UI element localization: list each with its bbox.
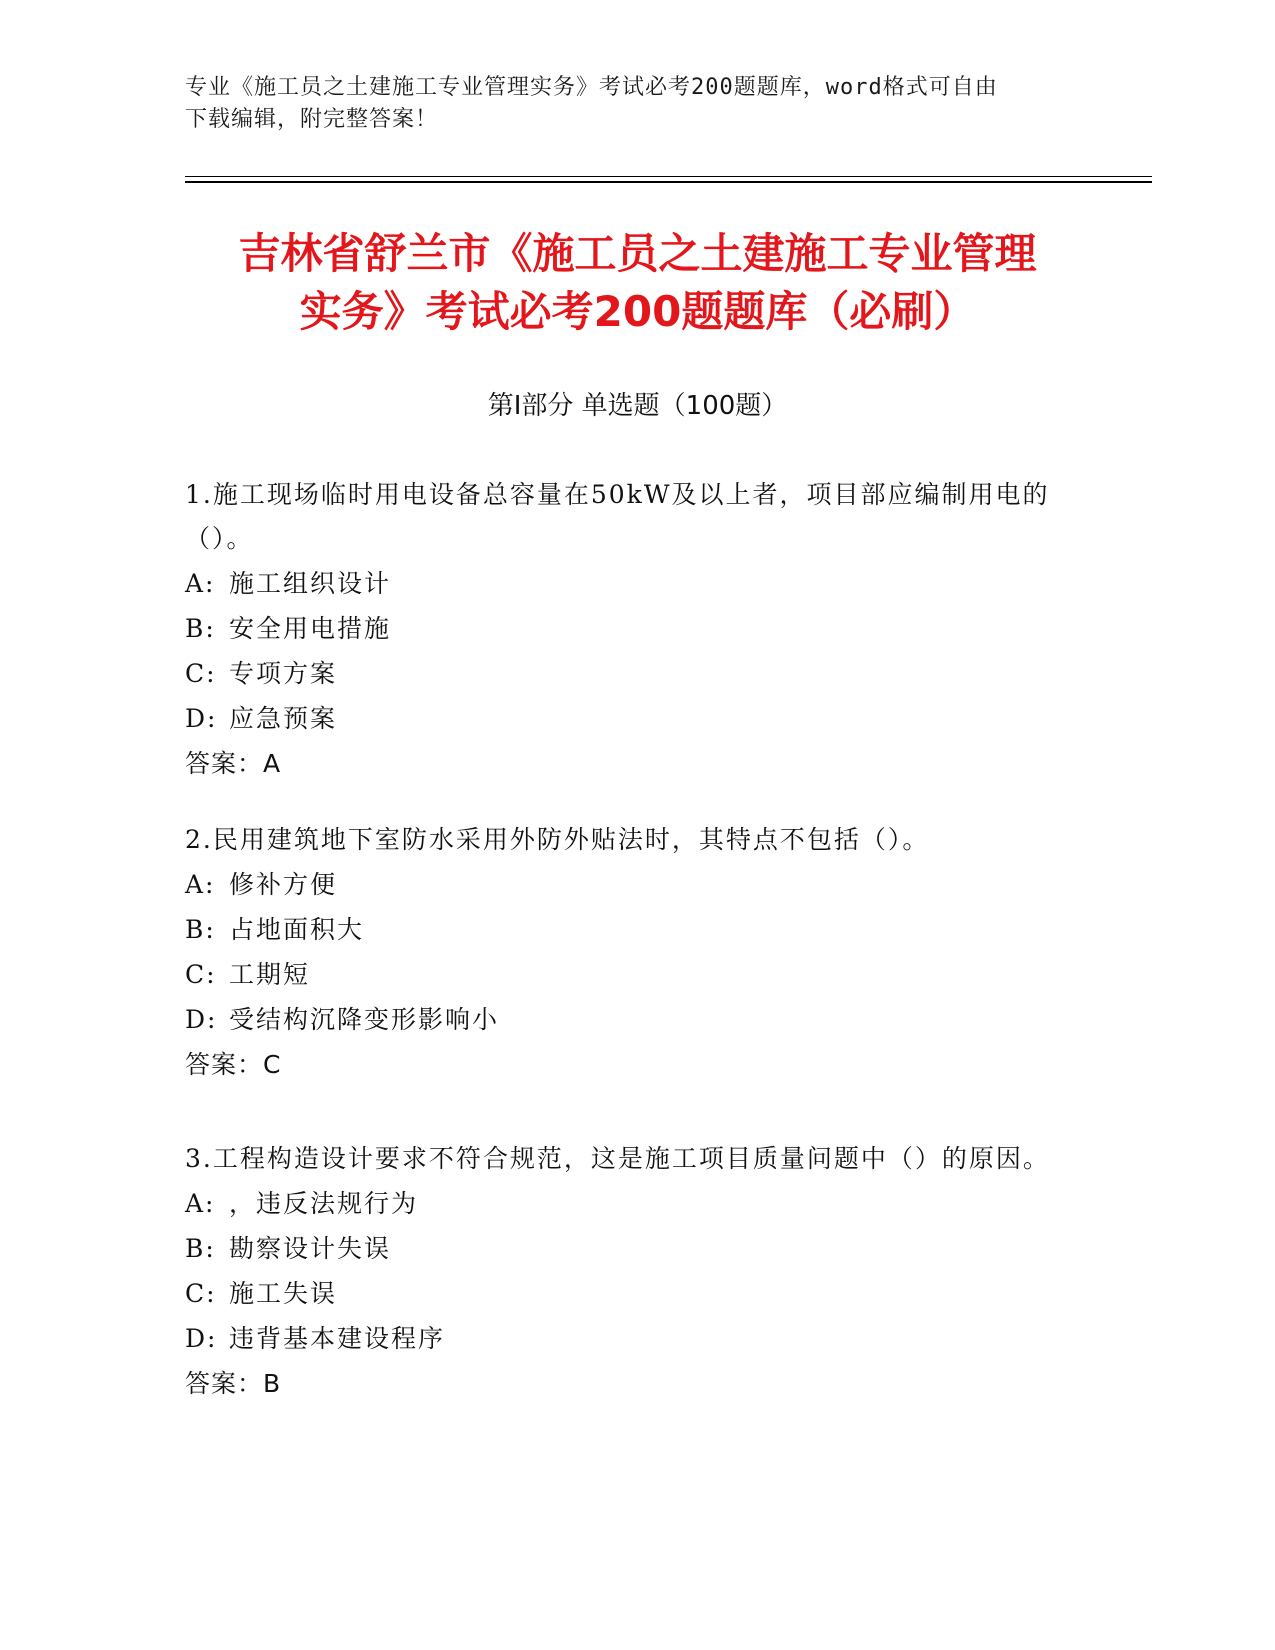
- question-stem: 3.工程构造设计要求不符合规范，这是施工项目质量问题中（）的原因。: [185, 1144, 1050, 1173]
- option-letter: D:: [185, 1324, 218, 1353]
- option-letter: A:: [185, 870, 216, 899]
- question-1: [185, 473, 1065, 786]
- option-b: [185, 907, 1065, 952]
- option-b: [185, 606, 1065, 651]
- option-d: [185, 1316, 1065, 1361]
- option-letter: D:: [185, 704, 218, 733]
- question-2: [185, 818, 1065, 1087]
- title-line1: 吉林省舒兰市《施工员之土建施工专业管理: [238, 229, 1037, 278]
- question-stem: 1.施工现场临时用电设备总容量在50kW及以上者，项目部应编制用电的（）。: [185, 480, 1050, 553]
- title-line2: 实务》考试必考200题题库（必刷）: [299, 287, 976, 336]
- option-d: [185, 997, 1065, 1042]
- question-3: [185, 1137, 1065, 1406]
- option-letter: D:: [185, 1005, 218, 1034]
- header-note-line2: 下载编辑，附完整答案！: [185, 107, 439, 132]
- section-heading: 第I部分 单选题（100题）: [487, 391, 788, 421]
- option-letter: C:: [185, 960, 217, 989]
- option-text: 工期短: [229, 960, 311, 989]
- option-a: [185, 862, 1065, 907]
- document-title: [150, 225, 1125, 341]
- option-text: 修补方便: [229, 870, 338, 899]
- header-divider-thick: [185, 181, 1152, 183]
- option-text: 施工组织设计: [229, 569, 392, 598]
- answer-line: 答案：B: [185, 1369, 282, 1398]
- option-letter: B:: [185, 915, 216, 944]
- option-letter: C:: [185, 659, 217, 688]
- option-text: 应急预案: [229, 704, 338, 733]
- question-stem: 2.民用建筑地下室防水采用外防外贴法时，其特点不包括（）。: [185, 825, 930, 854]
- answer-line: 答案：A: [185, 749, 282, 778]
- answer-line: 答案：C: [185, 1050, 282, 1079]
- option-letter: B:: [185, 614, 216, 643]
- option-c: [185, 1271, 1065, 1316]
- option-text: 专项方案: [229, 659, 338, 688]
- option-letter: A:: [185, 1189, 216, 1218]
- option-a: [185, 1181, 1065, 1226]
- option-b: [185, 1226, 1065, 1271]
- option-text: 违背基本建设程序: [229, 1324, 446, 1353]
- header-note: [185, 72, 1085, 136]
- option-c: [185, 651, 1065, 696]
- option-c: [185, 952, 1065, 997]
- option-text: 占地面积大: [229, 915, 365, 944]
- option-letter: C:: [185, 1279, 217, 1308]
- option-letter: B:: [185, 1234, 216, 1263]
- option-d: [185, 696, 1065, 741]
- option-text: 安全用电措施: [229, 614, 392, 643]
- option-text: ，违反法规行为: [229, 1189, 419, 1218]
- option-a: [185, 561, 1065, 606]
- option-letter: A:: [185, 569, 216, 598]
- header-note-line1: 专业《施工员之土建施工专业管理实务》考试必考200题题库，word格式可自由: [185, 75, 998, 100]
- option-text: 施工失误: [229, 1279, 338, 1308]
- option-text: 勘察设计失误: [229, 1234, 392, 1263]
- header-divider-thin: [185, 176, 1152, 177]
- option-text: 受结构沉降变形影响小: [229, 1005, 500, 1034]
